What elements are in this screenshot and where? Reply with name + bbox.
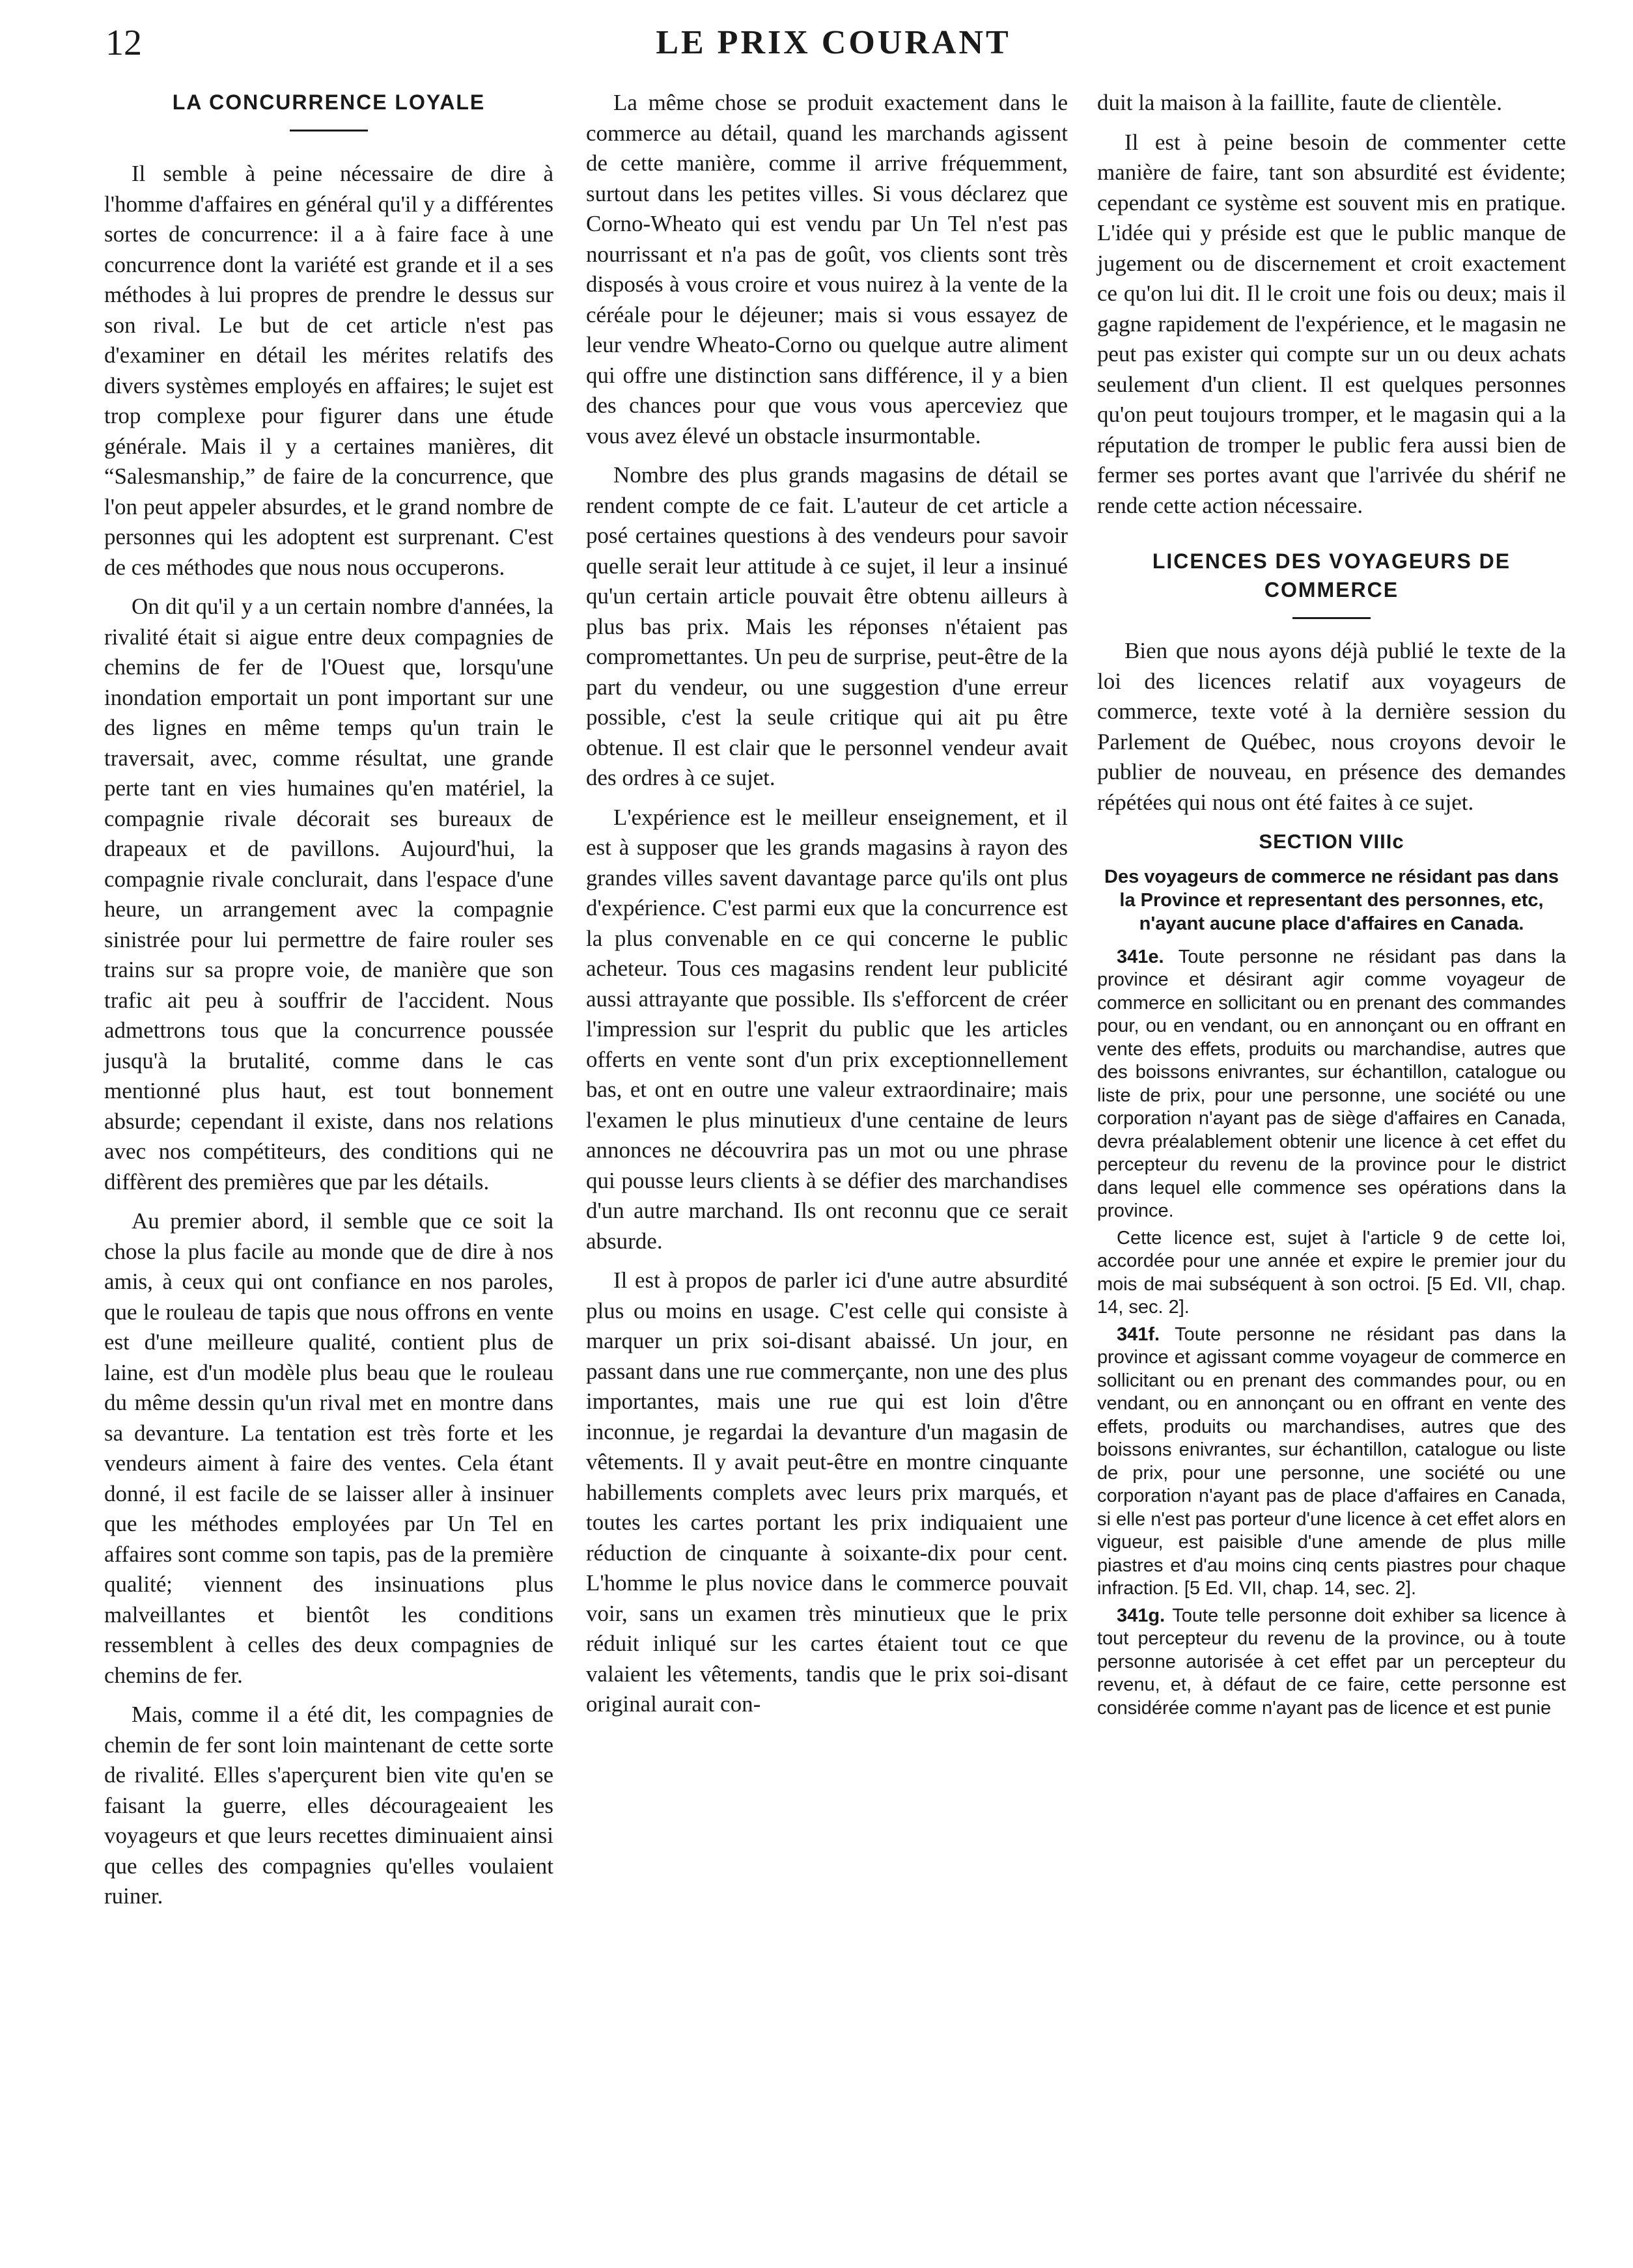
clause-text: Toute telle personne doit exhiber sa licence à tout percepteur du revenu de la province, ou à toute personne autorisée à cet effet par un percepteur du revenu, et, à défaut de ce faire, cette personne est considérée comme n'ayant pas de licence et est punie bbox=[1097, 1605, 1566, 1719]
page-number: 12 bbox=[105, 23, 142, 63]
clause-number: 341f. bbox=[1117, 1323, 1160, 1345]
heading-rule bbox=[1292, 617, 1371, 619]
article-intro: Bien que nous ayons déjà publié le texte de la loi des licences relatif aux voyageurs de commerce, texte voté à la dernière session du Parlement de Québec, nous croyons devoir le publier de nouveau, en présence des demandes répétées qui nous ont été faites à ce sujet. bbox=[1097, 638, 1566, 815]
section-subtitle: Des voyageurs de commerce ne résidant pas dans la Province et representant des personnes, etc, n'ayant aucune place d'affaires en Canada. bbox=[1104, 866, 1559, 934]
article-paragraph: Nombre des plus grands magasins de détail se rendent compte de ce fait. L'auteur de cet article a posé certaines questions à des vendeurs pour savoir quelle serait leur attitude à ce sujet, il leur a insinué qu'un certain article pouvait être obtenu ailleurs à plus bas prix. Mais les réponses n'étaient pas compromettantes. Un peu de surprise, peut-être de la part du vendeur, ou une suggestion d'une erreur possible, c'est la seule critique qui ait pu être obtenue. Il est clair que le personnel vendeur avait des ordres à ce sujet. bbox=[586, 462, 1068, 790]
column-3 bbox=[1097, 88, 1566, 1724]
article-paragraph: La même chose se produit exactement dans le commerce au détail, quand les marchands agissent de cette manière, comme il arrive fréquemment, surtout dans les petites villes. Si vous déclarez que Corno-Wheato qui est vendu par Un Tel n'est pas nourrissant et n'a pas de goût, vos clients sont très disposés à vous croire et vous nuirez à la vente de la céréale pour le déjeuner; mais si vous essayez de leur vendre Wheato-Corno ou quelque autre aliment qui offre une distinction sans différence, il y a bien des chances pour que vous vous aperceviez que vous avez élevé un obstacle insurmontable. bbox=[586, 90, 1068, 449]
article-paragraph: Au premier abord, il semble que ce soit la chose la plus facile au monde que de dire à nos amis, à ceux qui ont confiance en nos paroles, que le rouleau de tapis que nous offrons en vente est d'une meilleure qualité, contient plus de laine, est d'un modèle plus beau que le rouleau du même dessin qu'un rival met en montre dans sa devanture. La tentation est très forte et les vendeurs aiment à faire des ventes. Cela étant donné, il est facile de se laisser aller à insinuer que les méthodes employées par Un Tel en affaires sont comme son tapis, pas de la première qualité; viennent des insinuations plus malveillantes et bientôt les conditions ressemblent à celles des deux compagnies de chemins de fer. bbox=[104, 1208, 553, 1688]
clause-number: 341e. bbox=[1117, 946, 1164, 967]
column-1 bbox=[104, 88, 553, 1921]
law-clauses bbox=[1097, 946, 1566, 1721]
article-paragraph: Il est à propos de parler ici d'une autre absurdité plus ou moins en usage. C'est celle qui consiste à marquer un prix soi-disant abaissé. Un jour, en passant dans une rue commerçante, non une des plus importantes, mais une rue qui est loin d'être inconnue, je regardai la devanture d'un magasin de vêtements. Il y avait peut-être en montre cinquante habillements complets avec leurs prix marqués, et toutes les cartes portant les prix indiquaient une réduction de cinquante à soixante-dix pour cent. L'homme le plus novice dans le commerce pouvait voir, sans un examen très minutieux que le prix réduit inliqué sur les cartes étaient tout ce que valaient les vêtements, tandis que le prix soi-disant original aurait con- bbox=[586, 1267, 1068, 1717]
law-clause bbox=[1097, 1605, 1566, 1721]
article-heading-licences: LICENCES DES VOYAGEURS DE COMMERCE bbox=[1152, 549, 1511, 602]
page-header bbox=[98, 18, 1569, 70]
article-heading-concurrence: LA CONCURRENCE LOYALE bbox=[172, 90, 486, 114]
article-paragraph: Il semble à peine nécessaire de dire à l'homme d'affaires en général qu'il y a différentes sortes de concurrence: il a à faire face à une concurrence dont la variété est grande et il a ses méthodes à lui propres de prendre le dessus sur son rival. Le but de cet article n'est pas d'examiner en détail les mérites relatifs des divers systèmes employés en affaires; le sujet est trop complexe pour figurer dans une étude générale. Mais il y a certaines manières, dit “Salesmanship,” de faire de la concurrence, que l'on peut appeler absurdes, et le grand nombre de personnes qui les adoptent est surprenant. C'est de ces méthodes que nous nous occuperons. bbox=[104, 161, 553, 580]
article-paragraph: Mais, comme il a été dit, les compagnies de chemin de fer sont loin maintenant de cette sorte de rivalité. Elles s'aperçurent bien vite qu'en se faisant la guerre, elles décourageaient les voyageurs et que leurs recettes diminuaient ainsi que celles des compagnies qu'elles voulaient ruiner. bbox=[104, 1702, 553, 1909]
law-clause bbox=[1097, 946, 1566, 1223]
newspaper-title: LE PRIX COURANT bbox=[656, 24, 1011, 61]
clause-text: Cette licence est, sujet à l'article 9 de cette loi, accordée pour une année et expire le premier jour du mois de mai subséquent à son octroi. [5 Ed. VII, chap. 14, sec. 2]. bbox=[1097, 1227, 1566, 1318]
clause-text: Toute personne ne résidant pas dans la province et agissant comme voyageur de commerce en sollicitant ou en prenant des commandes pour, ou en vendant, ou en annonçant ou en offrant en vente des effets, produits ou marchandises, autres que des boissons enivrantes, sur échantillon, catalogue ou liste de prix, pour une personne, une société ou une corporation n'ayant pas de place d'affaires en Canada, si elle n'est pas porteur d'une licence à cet effet alors en vigueur, est paisible d'une amende de plus mille piastres et d'au moins cinq cents piastres pour chaque infraction. [5 Ed. VII, chap. 14, sec. 2]. bbox=[1097, 1323, 1566, 1599]
law-clause bbox=[1097, 1323, 1566, 1601]
law-clause bbox=[1097, 1227, 1566, 1320]
heading-rule bbox=[290, 130, 368, 131]
article-paragraph: L'expérience est le meilleur enseignement, et il est à supposer que les grands magasins à rayon des grandes villes savent davantage parce qu'ils ont plus d'expérience. C'est parmi eux que la concurrence est la plus convenable en ce qui concerne le public acheteur. Tous ces magasins rendent leur publicité aussi attrayante que possible. Ils s'efforcent de créer l'impression sur l'esprit du public que les articles offerts en vente sont d'un prix exceptionnellement bas, et ont en outre une valeur extraordinaire; mais l'examen le plus minutieux d'une centaine de leurs annonces ne découvrira pas un mot ou une phrase qui pousse leurs clients à se défier des marchandises d'un autre marchand. Ils ont reconnu que ce serait absurde. bbox=[586, 804, 1068, 1254]
clause-text: Toute personne ne résidant pas dans la province et désirant agir comme voyageur de commerce en sollicitant ou en prenant des commandes pour, ou en vendant, ou en annonçant ou en offrant en vente des effets, produits ou marchandise, autres que des boissons enivrantes, sur échantillon, catalogue ou liste de prix, pour une personne, une société ou une corporation n'ayant pas de siège d'affaires en Canada, devra préalablement obtenir une licence à cet effet du percepteur du revenu de la province pour le district dans lequel elle commence ses opérations dans la province. bbox=[1097, 946, 1566, 1221]
article-paragraph: duit la maison à la faillite, faute de clientèle. bbox=[1097, 90, 1502, 115]
clause-number: 341g. bbox=[1117, 1605, 1165, 1626]
column-2 bbox=[586, 88, 1068, 1729]
article-paragraph: On dit qu'il y a un certain nombre d'années, la rivalité était si aigue entre deux compagnies de chemins de fer de l'Ouest que, lorsqu'une inondation emportait un pont important sur une des lignes en même temps qu'un train le traversait, avec, comme résultat, une grande perte tant en vies humaines qu'en matériel, la compagnie rivale décorait ses bureaux de drapeaux et de pavillons. Aujourd'hui, la compagnie rivale conclurait, dans l'espace d'une heure, un arrangement avec la compagnie sinistrée pour lui permettre de faire rouler ses trains sur sa propre voie, de manière que son trafic ait peu à souffrir de l'accident. Nous admettrons tous que la concurrence poussée jusqu'à la brutalité, comme dans le cas mentionné plus haut, est tout bonnement absurde; cependant il existe, dans nos relations avec nos compétiteurs, des conditions qui ne diffèrent des premières que par les détails. bbox=[104, 594, 553, 1195]
section-title: SECTION VIIIc bbox=[1259, 830, 1404, 853]
article-paragraph: Il est à peine besoin de commenter cette manière de faire, tant son absurdité est évidente; cependant ce système est souvent mis en pratique. L'idée qui y préside est que le public manque de jugement ou de discernement et croit exactement ce qu'on lui dit. Il le croit une fois ou deux; mais il gagne rapidement de l'expérience, et le magasin ne peut pas exister qui compte sur un ou deux achats seulement d'un client. Il est quelques personnes qu'on peut toujours tromper, et le magasin qui a la réputation de tromper le public fera aussi bien de fermer ses portes avant que l'arrivée du shérif ne rende cette action nécessaire. bbox=[1097, 129, 1566, 518]
